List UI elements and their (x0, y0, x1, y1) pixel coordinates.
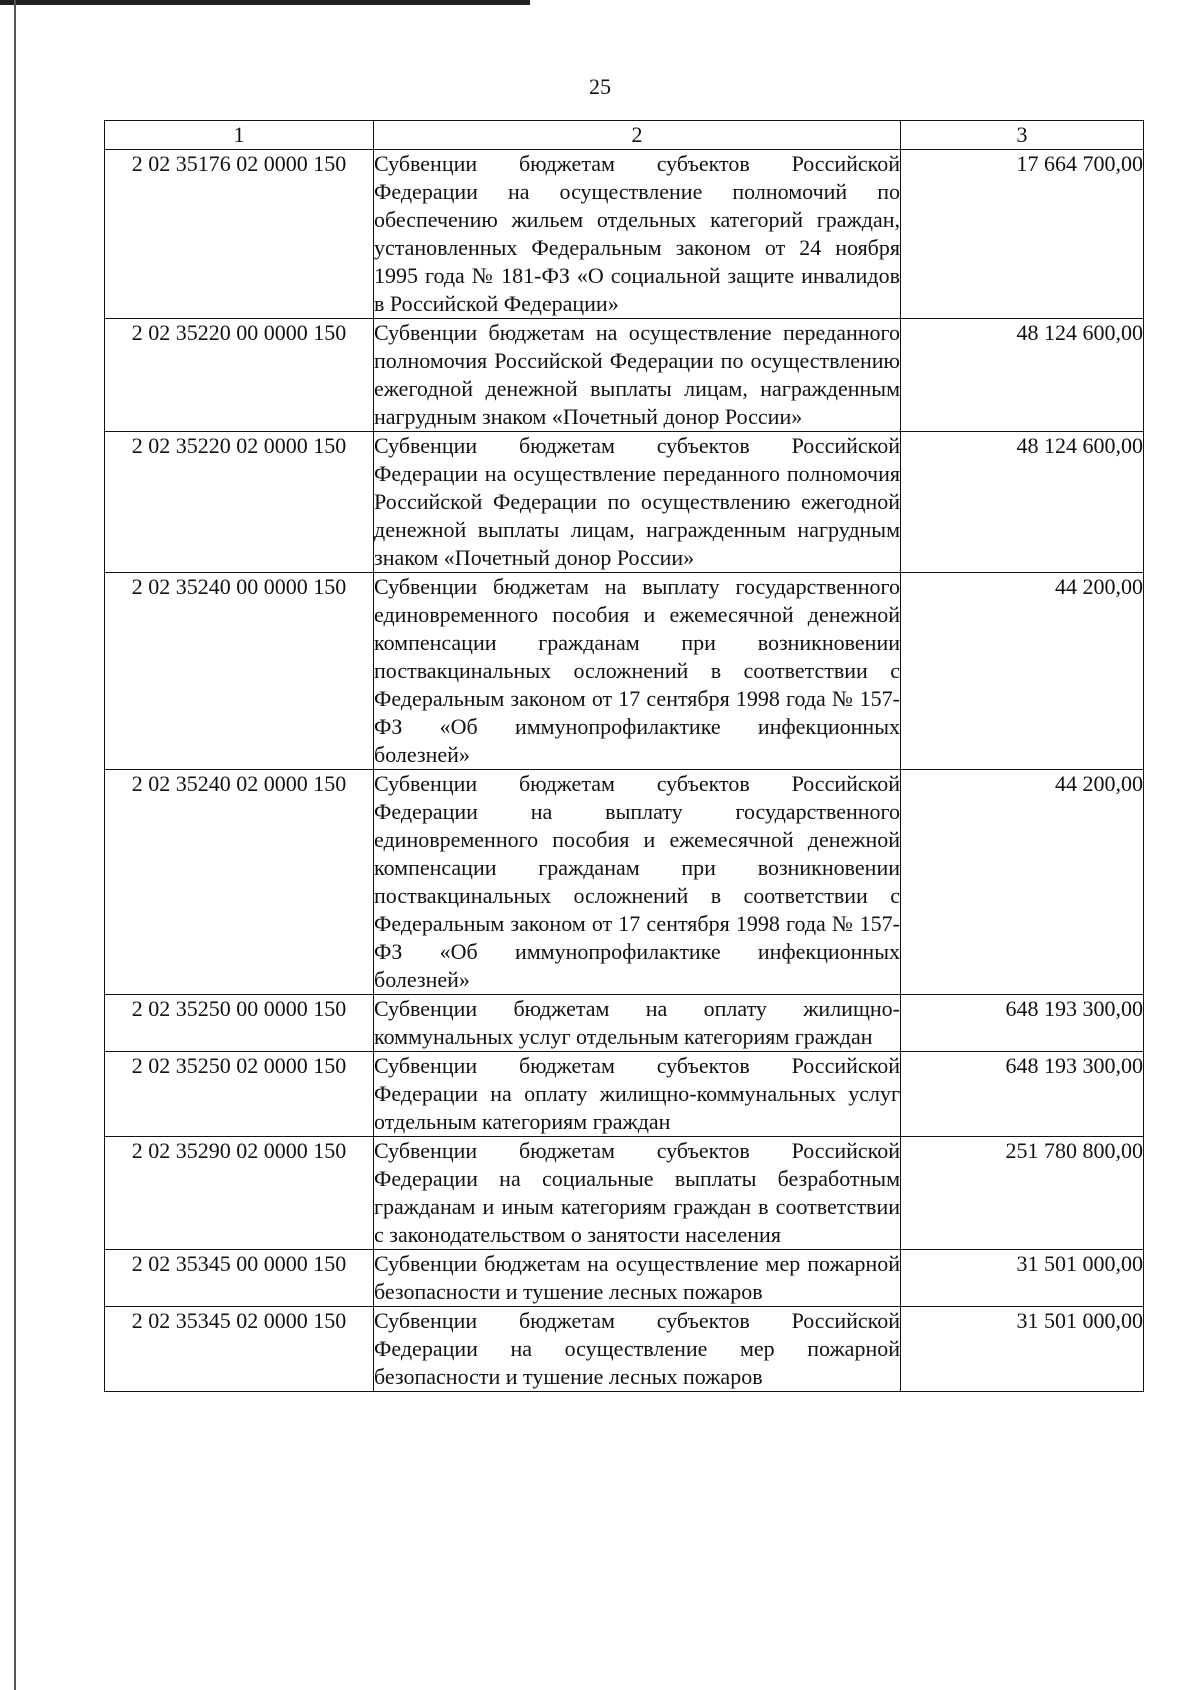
row-code: 2 02 35176 02 0000 150 (105, 150, 374, 319)
table-row (105, 150, 1144, 319)
row-name: Субвенции бюджетам на осуществление переданного полномочия Российской Федерации по осуществлению ежегодной денежной выплаты лицам, награжденным нагрудным знаком «Почетный донор России» (374, 319, 901, 432)
row-name: Субвенции бюджетам субъектов Российской Федерации на осуществление мер пожарной безопасности и тушение лесных пожаров (374, 1307, 901, 1392)
row-amount: 44 200,00 (901, 573, 1144, 770)
table-row (105, 1250, 1144, 1307)
table-row (105, 432, 1144, 573)
row-name: Субвенции бюджетам субъектов Российской Федерации на социальные выплаты безработным гражданам и иным категориям граждан в соответствии с законодательством о занятости населения (374, 1137, 901, 1250)
header-col-2: 2 (374, 121, 901, 150)
row-code: 2 02 35220 02 0000 150 (105, 432, 374, 573)
row-name: Субвенции бюджетам на оплату жилищно-коммунальных услуг отдельным категориям граждан (374, 995, 901, 1052)
row-amount: 31 501 000,00 (901, 1307, 1144, 1392)
budget-table (104, 120, 1144, 1392)
scan-edge-top (0, 0, 530, 5)
scan-edge-left (14, 0, 16, 1690)
table-row (105, 1137, 1144, 1250)
row-amount: 17 664 700,00 (901, 150, 1144, 319)
row-code: 2 02 35345 00 0000 150 (105, 1250, 374, 1307)
row-code: 2 02 35250 00 0000 150 (105, 995, 374, 1052)
row-name: Субвенции бюджетам субъектов Российской Федерации на оплату жилищно-коммунальных услуг отдельным категориям граждан (374, 1052, 901, 1137)
row-amount: 251 780 800,00 (901, 1137, 1144, 1250)
row-amount: 648 193 300,00 (901, 1052, 1144, 1137)
page-number: 25 (589, 74, 611, 99)
row-name: Субвенции бюджетам на осуществление мер пожарной безопасности и тушение лесных пожаров (374, 1250, 901, 1307)
row-name: Субвенции бюджетам субъектов Российской Федерации на осуществление переданного полномочия Российской Федерации по осуществлению ежегодной денежной выплаты лицам, награжденным нагрудным знаком «Почетный донор России» (374, 432, 901, 573)
table-row (105, 770, 1144, 995)
row-amount: 48 124 600,00 (901, 319, 1144, 432)
row-amount: 44 200,00 (901, 770, 1144, 995)
header-col-3: 3 (901, 121, 1144, 150)
row-code: 2 02 35345 02 0000 150 (105, 1307, 374, 1392)
row-code: 2 02 35240 02 0000 150 (105, 770, 374, 995)
header-row (105, 121, 1144, 150)
table-row (105, 995, 1144, 1052)
row-name: Субвенции бюджетам на выплату государственного единовременного пособия и ежемесячной денежной компенсации гражданам при возникновении поствакцинальных осложнений в соответствии с Федеральным законом от 17 сентября 1998 года № 157-ФЗ «Об иммунопрофилактике инфекционных болезней» (374, 573, 901, 770)
row-code: 2 02 35290 02 0000 150 (105, 1137, 374, 1250)
table-row (105, 319, 1144, 432)
table-row (105, 1307, 1144, 1392)
table-row (105, 1052, 1144, 1137)
row-amount: 48 124 600,00 (901, 432, 1144, 573)
row-code: 2 02 35240 00 0000 150 (105, 573, 374, 770)
row-code: 2 02 35250 02 0000 150 (105, 1052, 374, 1137)
table-row (105, 573, 1144, 770)
row-amount: 648 193 300,00 (901, 995, 1144, 1052)
header-col-1: 1 (105, 121, 374, 150)
row-code: 2 02 35220 00 0000 150 (105, 319, 374, 432)
row-name: Субвенции бюджетам субъектов Российской Федерации на выплату государственного единовременного пособия и ежемесячной денежной компенсации гражданам при возникновении поствакцинальных осложнений в соответствии с Федеральным законом от 17 сентября 1998 года № 157-ФЗ «Об иммунопрофилактике инфекционных болезней» (374, 770, 901, 995)
row-name: Субвенции бюджетам субъектов Российской Федерации на осуществление полномочий по обеспечению жильем отдельных категорий граждан, установленных Федеральным законом от 24 ноября 1995 года № 181-ФЗ «О социальной защите инвалидов в Российской Федерации» (374, 150, 901, 319)
row-amount: 31 501 000,00 (901, 1250, 1144, 1307)
